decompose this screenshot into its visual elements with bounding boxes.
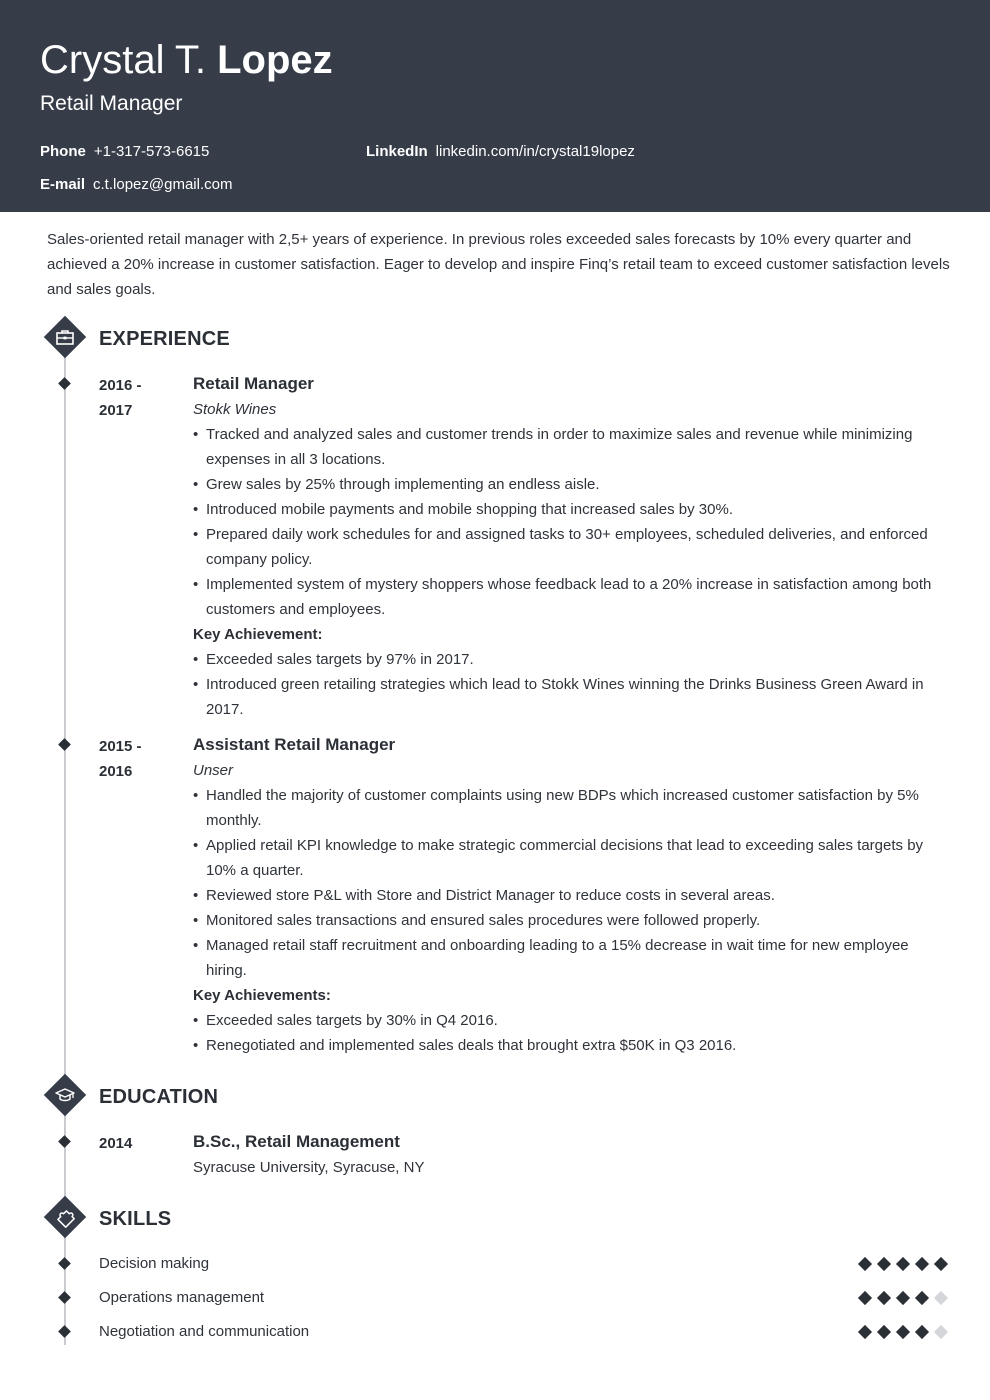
job-dates xyxy=(99,734,179,784)
experience-heading: EXPERIENCE xyxy=(99,328,230,350)
rating-diamond-filled xyxy=(896,1257,910,1271)
timeline-marker xyxy=(58,1325,71,1338)
job-entry xyxy=(193,371,943,722)
rating-diamond-empty xyxy=(934,1291,948,1305)
date-start: 2016 - xyxy=(99,377,142,394)
skill-name: Negotiation and communication xyxy=(99,1323,310,1340)
job-bullet: • Reviewed store P&L with Store and District Manager to reduce costs in several areas. xyxy=(193,883,943,908)
rating-diamond-filled xyxy=(858,1325,872,1339)
school: Syracuse University, Syracuse, NY xyxy=(193,1159,425,1176)
job-role: Retail Manager xyxy=(193,374,314,393)
rating-diamond-empty xyxy=(934,1325,948,1339)
job-dates xyxy=(99,373,179,423)
job-bullet: • Applied retail KPI knowledge to make strategic commercial decisions that lead to exceeding sales targets by 10% a quarter. xyxy=(193,833,943,883)
achievement-bullets xyxy=(193,647,943,722)
degree: B.Sc., Retail Management xyxy=(193,1132,400,1151)
rating-diamond-filled xyxy=(858,1291,872,1305)
skill-name: Operations management xyxy=(99,1289,265,1306)
rating-diamond-filled xyxy=(877,1325,891,1339)
last-name: Lopez xyxy=(217,38,333,82)
job-bullet: • Prepared daily work schedules for and assigned tasks to 30+ employees, scheduled deliveries, and enforced company policy. xyxy=(193,522,943,572)
rating-diamond-filled xyxy=(858,1257,872,1271)
education-entry xyxy=(193,1129,943,1180)
timeline-marker xyxy=(58,738,71,751)
timeline-marker xyxy=(58,377,71,390)
achievement-bullet: • Exceeded sales targets by 30% in Q4 2016. xyxy=(193,1008,943,1033)
education-year: 2014 xyxy=(99,1135,133,1152)
skills-heading: SKILLS xyxy=(99,1208,172,1230)
candidate-name xyxy=(40,36,333,84)
resume-header xyxy=(0,0,990,212)
achievement-bullet: • Renegotiated and implemented sales deals that brought extra $50K in Q3 2016. xyxy=(193,1033,943,1058)
job-entry xyxy=(193,732,943,1058)
job-bullet: • Managed retail staff recruitment and onboarding leading to a 15% decrease in wait time for new employee hiring. xyxy=(193,933,943,983)
contact-linkedin xyxy=(366,142,635,162)
email-link[interactable]: c.t.lopez@gmail.com xyxy=(93,176,233,193)
skill-rating xyxy=(857,1288,952,1308)
timeline-marker xyxy=(58,1291,71,1304)
job-role: Assistant Retail Manager xyxy=(193,735,396,754)
job-bullet: • Grew sales by 25% through implementing an endless aisle. xyxy=(193,472,943,497)
job-bullet: • Handled the majority of customer complaints using new BDPs which increased customer satisfaction by 5% monthly. xyxy=(193,783,943,833)
education-heading: EDUCATION xyxy=(99,1086,219,1108)
key-achievement-label: Key Achievement: xyxy=(193,626,323,643)
timeline-marker xyxy=(58,1135,71,1148)
timeline-marker xyxy=(58,1257,71,1270)
phone-value: +1-317-573-6615 xyxy=(93,143,210,160)
email-label: E-mail xyxy=(40,176,86,193)
achievement-bullets xyxy=(193,1008,943,1058)
skill-rating xyxy=(857,1254,952,1274)
rating-diamond-filled xyxy=(915,1257,929,1271)
skill-name: Decision making xyxy=(99,1255,210,1272)
job-company: Stokk Wines xyxy=(193,401,277,418)
rating-diamond-filled xyxy=(877,1257,891,1271)
date-end: 2017 xyxy=(99,402,133,419)
contact-phone xyxy=(40,142,209,162)
rating-diamond-filled xyxy=(896,1291,910,1305)
achievement-bullet: • Introduced green retailing strategies which lead to Stokk Wines winning the Drinks Business Green Award in 2017. xyxy=(193,672,943,722)
job-bullet: • Monitored sales transactions and ensured sales procedures were followed properly. xyxy=(193,908,943,933)
rating-diamond-filled xyxy=(915,1291,929,1305)
job-bullets xyxy=(193,422,943,622)
skill-rating xyxy=(857,1322,952,1342)
date-end: 2016 xyxy=(99,763,133,780)
key-achievement-label: Key Achievements: xyxy=(193,987,331,1004)
summary-text: Sales-oriented retail manager with 2,5+ years of experience. In previous roles exceeded sales forecasts by 10% every quarter and achieved a 20% increase in customer satisfaction. Eager to develop and inspire Finq’s retail team to exceed customer satisfaction levels and sales goals. xyxy=(47,231,950,298)
briefcase-icon xyxy=(44,316,86,358)
job-bullets xyxy=(193,783,943,983)
first-name: Crystal T. xyxy=(40,38,206,82)
puzzle-piece-icon xyxy=(44,1196,86,1238)
timeline-line xyxy=(64,340,66,1345)
rating-diamond-filled xyxy=(934,1257,948,1271)
rating-diamond-filled xyxy=(877,1291,891,1305)
job-bullet: • Introduced mobile payments and mobile shopping that increased sales by 30%. xyxy=(193,497,943,522)
rating-diamond-filled xyxy=(896,1325,910,1339)
job-title: Retail Manager xyxy=(40,92,183,115)
graduation-cap-icon xyxy=(44,1074,86,1116)
rating-diamond-filled xyxy=(915,1325,929,1339)
job-company: Unser xyxy=(193,762,234,779)
contact-email xyxy=(40,175,232,195)
job-bullet: • Implemented system of mystery shoppers whose feedback lead to a 20% increase in satisfaction among both customers and employees. xyxy=(193,572,943,622)
achievement-bullet: • Exceeded sales targets by 97% in 2017. xyxy=(193,647,943,672)
phone-label: Phone xyxy=(40,143,86,160)
linkedin-label: LinkedIn xyxy=(366,143,428,160)
date-start: 2015 - xyxy=(99,738,142,755)
linkedin-link[interactable]: linkedin.com/in/crystal19lopez xyxy=(435,143,635,160)
job-bullet: • Tracked and analyzed sales and customer trends in order to maximize sales and revenue while minimizing expenses in all 3 locations. xyxy=(193,422,943,472)
